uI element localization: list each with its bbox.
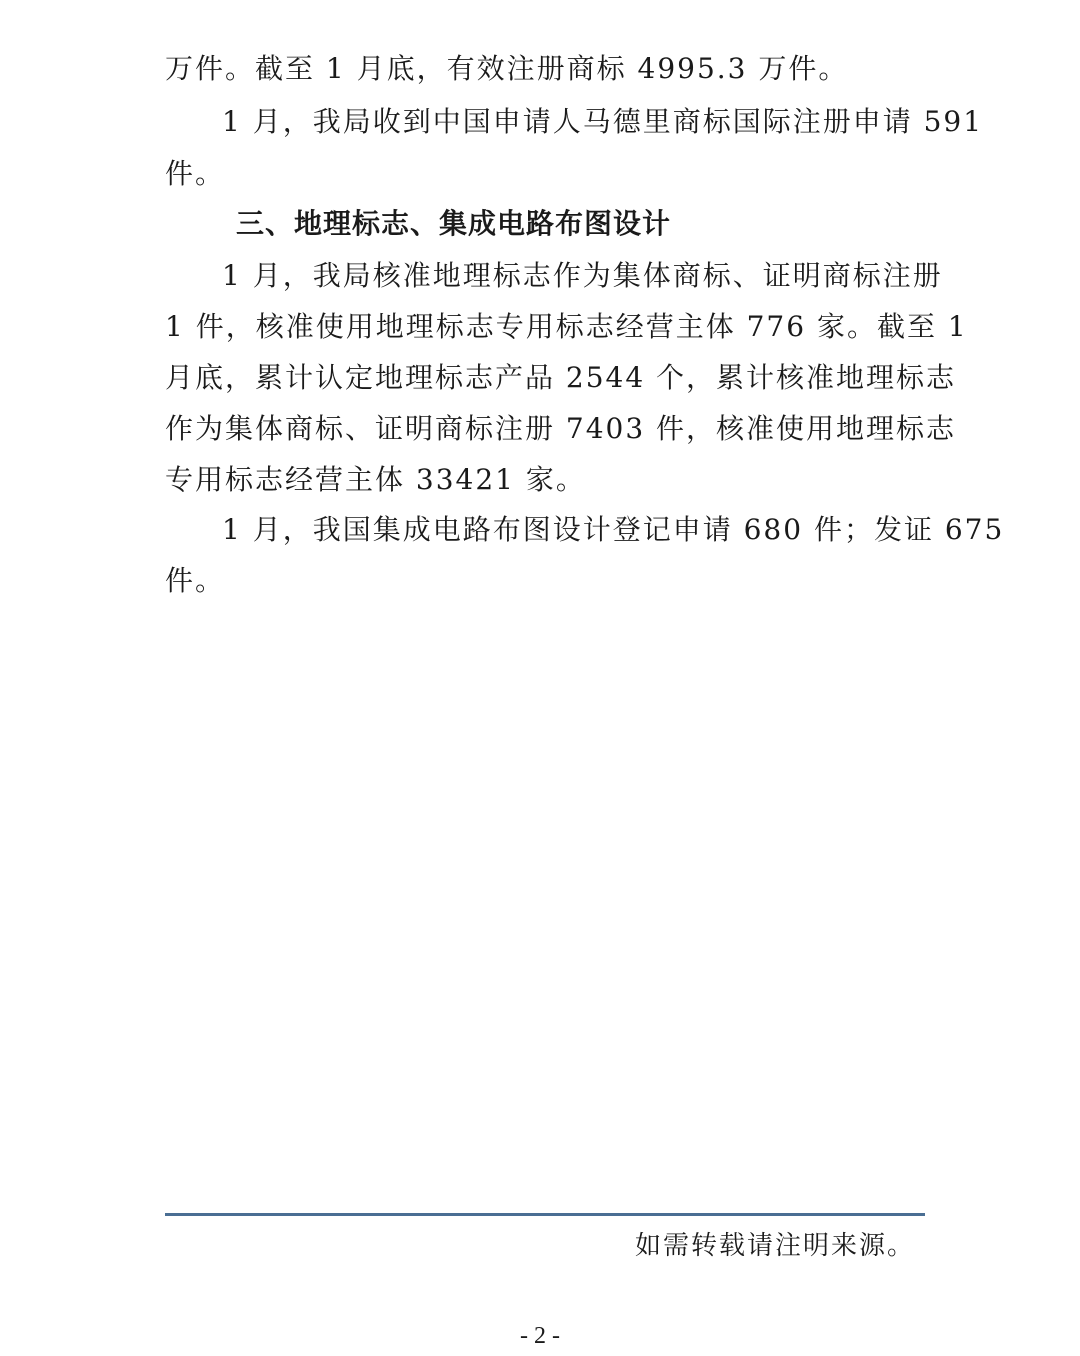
paragraph-line: 月底，累计认定地理标志产品 2544 个，累计核准地理标志: [165, 361, 957, 394]
footer-divider: [165, 1213, 925, 1216]
paragraph-line: 专用标志经营主体 33421 家。: [165, 463, 586, 496]
paragraph-line: 件。: [165, 157, 226, 190]
paragraph-line: 件。: [165, 564, 226, 597]
paragraph-line: 1 月，我局收到中国申请人马德里商标国际注册申请 591: [222, 105, 984, 138]
paragraph-line: 万件。截至 1 月底，有效注册商标 4995.3 万件。: [165, 52, 849, 85]
section-heading: 三、地理标志、集成电路布图设计: [236, 207, 672, 240]
reprint-notice: 如需转载请注明来源。: [634, 1231, 915, 1261]
page-number: - 2 -: [520, 1323, 560, 1349]
paragraph-line: 1 件，核准使用地理标志专用标志经营主体 776 家。截至 1: [165, 310, 968, 343]
paragraph-line: 1 月，我国集成电路布图设计登记申请 680 件；发证 675: [222, 513, 1005, 546]
paragraph-line: 作为集体商标、证明商标注册 7403 件，核准使用地理标志: [165, 412, 957, 445]
paragraph-line: 1 月，我局核准地理标志作为集体商标、证明商标注册: [222, 259, 943, 292]
